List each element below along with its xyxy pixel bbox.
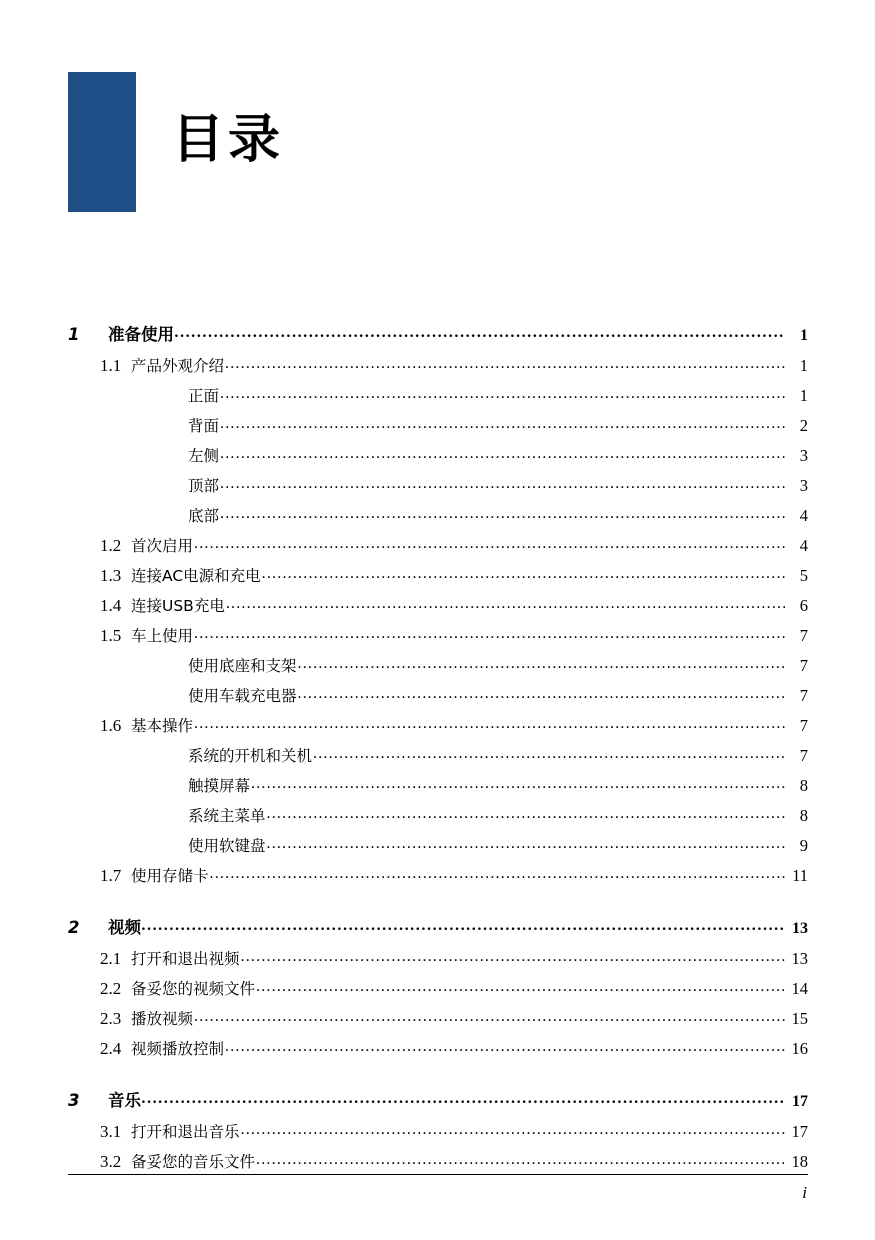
- toc-entry-number: 3.2: [100, 1152, 122, 1171]
- toc-entry-level3[interactable]: [68, 651, 808, 681]
- toc-leader-dots: [220, 379, 785, 408]
- toc-entry-label: 备妥您的视频文件: [131, 980, 256, 998]
- toc-entry-page: 4: [799, 506, 808, 525]
- toc-entry-number: 1: [68, 325, 80, 344]
- toc-leader-dots: [220, 409, 785, 438]
- toc-entry-level3[interactable]: [68, 441, 808, 471]
- toc-entry-page: 1: [800, 327, 808, 344]
- toc-leader-dots: [194, 1002, 785, 1031]
- toc-entry-page: 7: [799, 746, 808, 765]
- toc-leader-dots: [225, 349, 785, 378]
- toc-entry-number: 1.2: [100, 536, 122, 555]
- toc-entry-label: 播放视频: [131, 1010, 194, 1028]
- toc-entry-label: 准备使用: [108, 325, 174, 344]
- toc-entry-label: 触摸屏幕: [188, 777, 251, 795]
- toc-entry-level2[interactable]: [68, 591, 808, 621]
- toc-entry-label: 备妥您的音乐文件: [131, 1153, 256, 1171]
- toc-leader-dots: [220, 469, 785, 498]
- toc-entry-page: 13: [791, 949, 808, 968]
- toc-entry-label: 左侧: [188, 447, 220, 465]
- toc-leader-dots: [298, 649, 785, 678]
- toc-leader-dots: [142, 911, 785, 941]
- toc-entry-level2[interactable]: [68, 944, 808, 974]
- toc-entry-level2[interactable]: [68, 861, 808, 891]
- toc-entry-level1[interactable]: [68, 913, 808, 944]
- toc-entry-page: 14: [791, 979, 808, 998]
- toc-entry-label: 使用车载充电器: [188, 687, 297, 705]
- toc-entry-page: 9: [799, 836, 808, 855]
- toc-entry-level3[interactable]: [68, 681, 808, 711]
- toc-leader-dots: [298, 679, 785, 708]
- toc-entry-page: 2: [799, 416, 808, 435]
- toc-entry-page: 3: [799, 446, 808, 465]
- toc-entry-label: 产品外观介绍: [131, 357, 225, 375]
- toc-entry-label: 基本操作: [131, 717, 194, 735]
- toc-entry-page: 18: [791, 1152, 808, 1171]
- toc-entry-number: 2.3: [100, 1009, 122, 1028]
- toc-entry-page: 3: [799, 476, 808, 495]
- toc-leader-dots: [262, 559, 785, 588]
- toc-entry-number: 1.4: [100, 596, 122, 615]
- toc-entry-level3[interactable]: [68, 741, 808, 771]
- toc-entry-level2[interactable]: [68, 561, 808, 591]
- toc-entry-label: 使用软键盘: [188, 837, 266, 855]
- toc-leader-dots: [194, 529, 785, 558]
- toc-leader-dots: [225, 1032, 785, 1061]
- toc-entry-level2[interactable]: [68, 711, 808, 741]
- toc-group: [68, 1086, 808, 1177]
- toc-entry-label: 打开和退出音乐: [131, 1123, 240, 1141]
- toc-entry-label: 连接USB充电: [131, 597, 225, 615]
- toc-entry-label: 系统的开机和关机: [188, 747, 313, 765]
- toc-entry-level2[interactable]: [68, 1034, 808, 1064]
- toc-leader-dots: [142, 1084, 785, 1114]
- toc-entry-label: 使用存储卡: [131, 867, 209, 885]
- toc-entry-label: 连接AC电源和充电: [131, 567, 261, 585]
- toc-group: [68, 913, 808, 1064]
- toc-entry-page: 7: [799, 686, 808, 705]
- toc-entry-label: 底部: [188, 507, 220, 525]
- toc-entry-page: 17: [792, 1093, 808, 1110]
- toc-entry-page: 5: [799, 566, 808, 585]
- toc-entry-level3[interactable]: [68, 771, 808, 801]
- toc-entry-page: 4: [799, 536, 808, 555]
- toc-entry-page: 1: [799, 386, 808, 405]
- toc-leader-dots: [210, 859, 785, 888]
- footer-divider: [68, 1174, 808, 1175]
- toc-entry-label: 使用底座和支架: [188, 657, 297, 675]
- toc-entry-label: 正面: [188, 387, 220, 405]
- toc-leader-dots: [241, 1115, 785, 1144]
- title-accent-bar: [68, 72, 136, 212]
- toc-group-spacer: [68, 891, 808, 913]
- toc-entry-page: 13: [792, 920, 808, 937]
- toc-group: [68, 320, 808, 891]
- toc-entry-label: 系统主菜单: [188, 807, 266, 825]
- toc-entry-level2[interactable]: [68, 1147, 808, 1177]
- toc-entry-page: 7: [799, 656, 808, 675]
- toc-leader-dots: [194, 709, 785, 738]
- toc-entry-level3[interactable]: [68, 801, 808, 831]
- toc-entry-page: 8: [799, 806, 808, 825]
- toc-entry-number: 2.4: [100, 1039, 122, 1058]
- toc-leader-dots: [267, 829, 785, 858]
- toc-leader-dots: [313, 739, 785, 768]
- toc-entry-level3[interactable]: [68, 411, 808, 441]
- page-title: 目录: [172, 110, 285, 170]
- toc-entry-level2[interactable]: [68, 1117, 808, 1147]
- toc-entry-number: 1.1: [100, 356, 122, 375]
- toc-entry-level2[interactable]: [68, 621, 808, 651]
- toc-group-spacer: [68, 1064, 808, 1086]
- toc-leader-dots: [241, 942, 785, 971]
- toc-leader-dots: [256, 1145, 785, 1174]
- toc-entry-level3[interactable]: [68, 831, 808, 861]
- toc-entry-label: 视频播放控制: [131, 1040, 225, 1058]
- toc-entry-page: 17: [791, 1122, 808, 1141]
- toc-entry-page: 11: [792, 866, 808, 885]
- toc-entry-page: 6: [799, 596, 808, 615]
- toc-entry-label: 顶部: [188, 477, 220, 495]
- toc-entry-level3[interactable]: [68, 381, 808, 411]
- toc-entry-label: 打开和退出视频: [131, 950, 240, 968]
- toc-entry-number: 2.2: [100, 979, 122, 998]
- toc-entry-label: 车上使用: [131, 627, 194, 645]
- toc-leader-dots: [220, 439, 785, 468]
- table-of-contents: [68, 320, 808, 1177]
- toc-entry-level3[interactable]: [68, 501, 808, 531]
- toc-entry-level1[interactable]: [68, 1086, 808, 1117]
- toc-entry-label: 首次启用: [131, 537, 194, 555]
- toc-leader-dots: [220, 499, 785, 528]
- toc-leader-dots: [267, 799, 785, 828]
- toc-leader-dots: [251, 769, 785, 798]
- toc-entry-number: 1.5: [100, 626, 122, 645]
- toc-entry-number: 1.3: [100, 566, 122, 585]
- toc-entry-number: 2.1: [100, 949, 122, 968]
- toc-entry-label: 视频: [108, 918, 141, 937]
- toc-entry-label: 音乐: [108, 1091, 141, 1110]
- toc-leader-dots: [226, 589, 785, 618]
- toc-entry-number: 3.1: [100, 1122, 122, 1141]
- toc-entry-page: 8: [799, 776, 808, 795]
- toc-entry-number: 2: [68, 918, 80, 937]
- toc-entry-page: 1: [799, 356, 808, 375]
- toc-entry-number: 1.6: [100, 716, 122, 735]
- toc-leader-dots: [256, 972, 785, 1001]
- toc-entry-level1[interactable]: [68, 320, 808, 351]
- toc-entry-page: 7: [799, 626, 808, 645]
- toc-entry-level2[interactable]: [68, 531, 808, 561]
- page-title-block: [68, 72, 808, 217]
- toc-entry-level3[interactable]: [68, 471, 808, 501]
- toc-leader-dots: [194, 619, 785, 648]
- toc-entry-page: 16: [791, 1039, 808, 1058]
- toc-entry-number: 3: [68, 1091, 80, 1110]
- toc-entry-page: 7: [799, 716, 808, 735]
- toc-entry-level2[interactable]: [68, 974, 808, 1004]
- footer-page-number: i: [802, 1183, 807, 1202]
- toc-entry-label: 背面: [188, 417, 220, 435]
- toc-entry-number: 1.7: [100, 866, 122, 885]
- toc-entry-page: 15: [791, 1009, 808, 1028]
- toc-leader-dots: [175, 318, 785, 348]
- toc-entry-level2[interactable]: [68, 351, 808, 381]
- toc-entry-level2[interactable]: [68, 1004, 808, 1034]
